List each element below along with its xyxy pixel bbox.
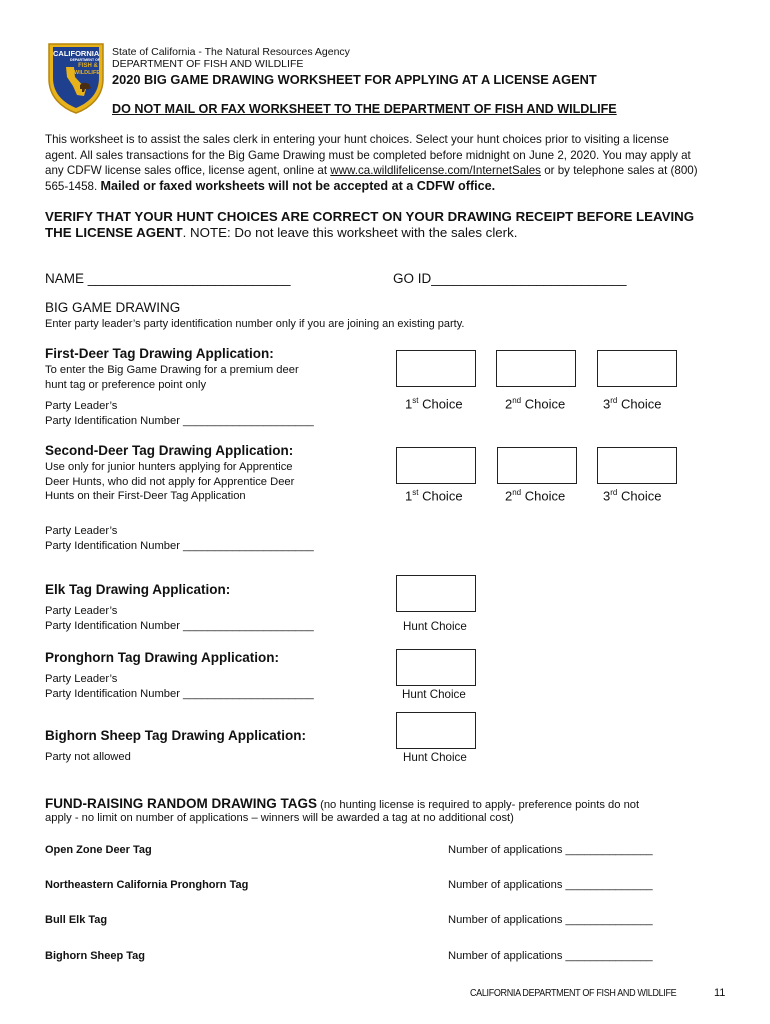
first-deer-desc [45, 363, 299, 393]
fundraising-note-2: apply - no limit on number of applications – winners will be awarded a tag at no additional cost) [45, 812, 514, 824]
page-number: 11 [714, 987, 726, 999]
intro-text: any CDFW license sales office, license agent, online at [45, 164, 331, 178]
first-deer-choice-3-box[interactable] [597, 350, 677, 387]
logo-wildlife-text: WILDLIFE [74, 70, 100, 76]
verify-note: . NOTE: Do not leave this worksheet with the sales clerk. [182, 225, 518, 240]
ordinal-suffix: st [412, 488, 419, 497]
desc-line: hunt tag or preference point only [45, 379, 207, 391]
party-id-field[interactable]: Party Identification Number _____________________ [45, 688, 314, 700]
choice-word: Choice [521, 396, 566, 412]
pronghorn-title: Pronghorn Tag Drawing Application: [45, 650, 279, 665]
fundraising-heading: FUND-RAISING RANDOM DRAWING TAGS [45, 796, 317, 811]
footer-org: CALIFORNIA DEPARTMENT OF FISH AND WILDLIFE [470, 987, 677, 999]
party-leader-label: Party Leader’s [45, 525, 118, 537]
first-deer-party [45, 399, 314, 429]
second-deer-choice-2-box[interactable] [497, 447, 577, 484]
applications-field[interactable]: Number of applications ______________ [448, 914, 653, 926]
big-game-note: Enter party leader’s party identification number only if you are joining an existing party. [45, 318, 465, 330]
hunt-choice-label: Hunt Choice [402, 688, 466, 701]
first-choice-label [405, 488, 463, 503]
phone-text: 565-1458. [45, 179, 101, 193]
party-leader-label: Party Leader’s [45, 605, 118, 617]
bighorn-hunt-choice-box[interactable] [396, 712, 476, 749]
applications-field[interactable]: Number of applications ______________ [448, 844, 653, 856]
party-not-allowed: Party not allowed [45, 751, 131, 763]
department-name: DEPARTMENT OF FISH AND WILDLIFE [112, 58, 304, 70]
first-choice-label [405, 396, 463, 411]
desc-line: Use only for junior hunters applying for Apprentice [45, 461, 293, 473]
ordinal-suffix: rd [610, 488, 618, 497]
party-leader-label: Party Leader’s [45, 673, 118, 685]
ordinal-suffix: rd [610, 396, 618, 405]
hunt-choice-label: Hunt Choice [403, 751, 467, 764]
tag-name: Northeastern California Pronghorn Tag [45, 879, 249, 891]
no-mail-notice: Mailed or faxed worksheets will not be accepted at a CDFW office. [100, 178, 496, 193]
tag-name: Bighorn Sheep Tag [45, 950, 146, 962]
second-deer-desc [45, 460, 294, 504]
desc-line: To enter the Big Game Drawing for a premium deer [45, 364, 299, 376]
first-deer-title: First-Deer Tag Drawing Application: [45, 346, 274, 361]
fundraising-header [45, 795, 639, 813]
ordinal: 1 [405, 488, 413, 504]
logo-text: CALIFORNIA [53, 49, 100, 58]
party-id-field[interactable]: Party Identification Number _____________________ [45, 540, 314, 552]
name-field[interactable]: NAME ___________________________ [45, 271, 291, 286]
ordinal: 2 [505, 396, 513, 412]
pronghorn-party [45, 672, 314, 702]
desc-line: Deer Hunts, who did not apply for Apprentice Deer [45, 475, 295, 488]
first-deer-choice-2-box[interactable] [496, 350, 576, 387]
ordinal: 3 [603, 396, 611, 412]
big-game-heading: BIG GAME DRAWING [45, 300, 181, 315]
fundraising-note: (no hunting license is required to apply- preference points do not [316, 799, 640, 811]
second-deer-title: Second-Deer Tag Drawing Application: [45, 443, 294, 458]
elk-party [45, 604, 314, 634]
choice-word: Choice [617, 488, 662, 504]
ordinal-suffix: nd [512, 396, 522, 405]
first-deer-choice-1-box[interactable] [396, 350, 476, 387]
intro-line: agent. All sales transactions for the Big Game Drawing must be completed before midnight on June 2, 2020. You may apply at [45, 148, 691, 162]
second-choice-label [505, 488, 565, 503]
third-choice-label [603, 488, 661, 503]
verify-line [45, 225, 694, 241]
tag-name: Open Zone Deer Tag [45, 844, 152, 856]
agency-name: State of California - The Natural Resources Agency [112, 46, 350, 58]
ordinal-suffix: nd [512, 488, 522, 497]
second-choice-label [505, 396, 565, 411]
intro-text: or by telephone sales at (800) [540, 164, 698, 178]
verify-emphasis: THE LICENSE AGENT [45, 225, 183, 240]
bighorn-title: Bighorn Sheep Tag Drawing Application: [45, 728, 307, 743]
internet-sales-link[interactable]: www.ca.wildlifelicense.com/InternetSales [330, 164, 541, 178]
cdfw-logo [46, 41, 106, 115]
tag-name: Bull Elk Tag [45, 914, 108, 926]
choice-word: Choice [617, 396, 662, 412]
mail-warning: DO NOT MAIL OR FAX WORKSHEET TO THE DEPARTMENT OF FISH AND WILDLIFE [112, 102, 617, 116]
elk-hunt-choice-box[interactable] [396, 575, 476, 612]
intro-paragraph [45, 132, 735, 194]
hunt-choice-label: Hunt Choice [403, 620, 467, 633]
party-leader-label: Party Leader’s [45, 400, 118, 412]
pronghorn-hunt-choice-box[interactable] [396, 649, 476, 686]
applications-field[interactable]: Number of applications ______________ [448, 950, 653, 962]
desc-line: Hunts on their First-Deer Tag Application [45, 490, 246, 503]
go-id-field[interactable]: GO ID__________________________ [393, 271, 627, 286]
ordinal-suffix: st [412, 396, 419, 405]
second-deer-party [45, 524, 314, 554]
ordinal: 2 [505, 488, 513, 504]
second-deer-choice-1-box[interactable] [396, 447, 476, 484]
elk-title: Elk Tag Drawing Application: [45, 582, 231, 597]
choice-word: Choice [418, 488, 463, 504]
intro-line [45, 163, 735, 179]
third-choice-label [603, 396, 661, 411]
party-id-field[interactable]: Party Identification Number _____________________ [45, 415, 314, 427]
choice-word: Choice [418, 396, 463, 412]
ordinal: 3 [603, 488, 611, 504]
choice-word: Choice [521, 488, 566, 504]
applications-field[interactable]: Number of applications ______________ [448, 879, 653, 891]
page-title: 2020 BIG GAME DRAWING WORKSHEET FOR APPLYING AT A LICENSE AGENT [112, 72, 597, 87]
verify-notice [45, 209, 694, 241]
intro-line: This worksheet is to assist the sales clerk in entering your hunt choices. Select your hunt choices prior to visiting a license [45, 133, 669, 146]
verify-line: VERIFY THAT YOUR HUNT CHOICES ARE CORRECT ON YOUR DRAWING RECEIPT BEFORE LEAVING [45, 209, 695, 224]
second-deer-choice-3-box[interactable] [597, 447, 677, 484]
intro-line [45, 179, 735, 195]
ordinal: 1 [405, 396, 413, 412]
logo-fish-text: FISH & [78, 63, 98, 69]
logo-subtext: DEPARTMENT OF [70, 58, 100, 62]
party-id-field[interactable]: Party Identification Number _____________________ [45, 620, 314, 632]
